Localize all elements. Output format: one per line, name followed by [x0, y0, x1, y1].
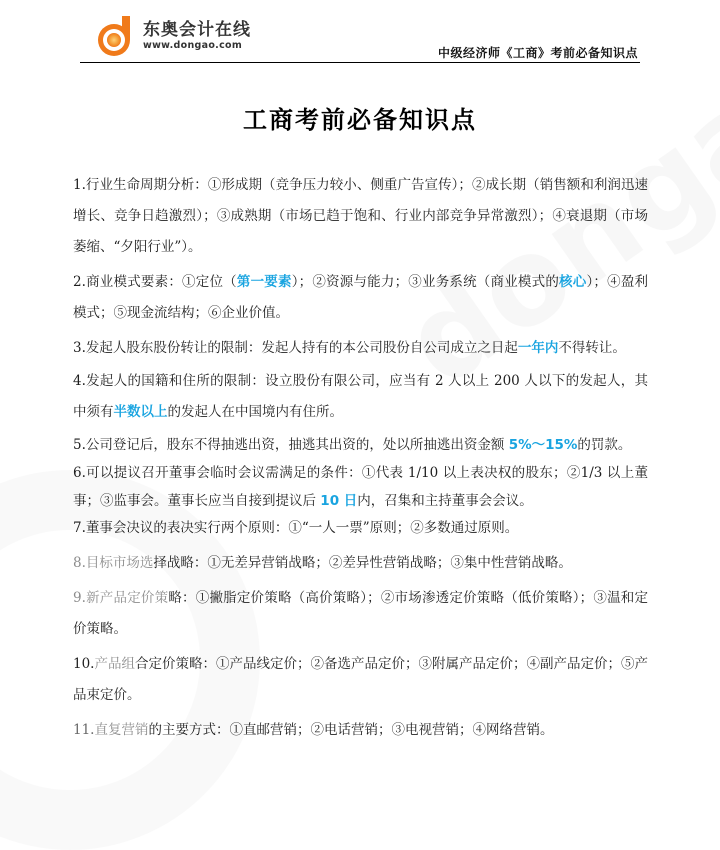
item-number: 6. — [73, 465, 86, 481]
header-divider — [80, 62, 640, 63]
knowledge-item-1 — [73, 170, 648, 263]
document-series-title: 中级经济师《工商》考前必备知识点 — [437, 46, 638, 60]
item-number: 10. — [73, 656, 95, 672]
highlight-keyword: 半数以上 — [113, 404, 168, 420]
knowledge-item-3 — [73, 333, 648, 364]
page-header — [0, 0, 720, 64]
item-text: 略：①撇脂定价策略（高价策略）；②市场渗透定价策略（低价策略）；③温和定价策略。 — [73, 590, 649, 637]
item-number: 7. — [73, 520, 86, 536]
knowledge-item-10 — [73, 649, 648, 711]
page-title: 工商考前必备知识点 — [243, 106, 477, 134]
item-number: 8. — [73, 555, 86, 571]
dongao-logo-icon — [93, 14, 137, 58]
item-number: 9. — [73, 590, 86, 606]
item-text: 合定价策略：①产品线定价；②备选产品定价；③附属产品定价；④副产品定价；⑤产品束定价。 — [73, 656, 649, 703]
knowledge-item-11 — [73, 715, 648, 746]
item-number: 11. — [73, 722, 95, 738]
item-text: 公司登记后，股东不得抽逃出资，抽逃其出资的，处以所抽逃出资金额 — [85, 437, 509, 453]
item-text: 可以提议召开董事会临时会议需满足的条件：①代表 1/10 以上表决权的股东；②1/3 以上董事；③监事会。董事长应当自接到提议后 — [73, 465, 648, 509]
item-text: 董事会决议的表决实行两个原则：①“一人一票”原则；②多数通过原则。 — [85, 520, 519, 536]
item-number: 5. — [73, 437, 86, 453]
item-text: 的发起人在中国境内有住所。 — [167, 404, 343, 420]
highlight-keyword: 10 日 — [320, 493, 358, 509]
item-text: 的罚款。 — [577, 437, 632, 453]
knowledge-item-8 — [73, 548, 648, 579]
item-text: 行业生命周期分析：①形成期（竞争压力较小、侧重广告宣传）；②成长期（销售额和利润迅速增长、竞争日趋激烈）；③成熟期（市场已趋于饱和、行业内部竞争异常激烈）；④衰退期（市场萎缩、“夕阳行业”）。 — [73, 177, 648, 255]
item-text: 择战略：①无差异营销战略；②差异性营销战略；③集中性营销战略。 — [153, 555, 572, 571]
item-text: 发起人股东股份转让的限制：发起人持有的本公司股份自公司成立之日起 — [85, 340, 518, 356]
knowledge-item-9 — [73, 583, 648, 645]
item-text: ）；②资源与能力；③业务系统（商业模式的 — [291, 274, 560, 290]
item-text: ）；④盈利模式；⑤现金流结构；⑥企业价值。 — [73, 274, 649, 321]
item-number: 3. — [73, 340, 86, 356]
highlight-keyword: 核心 — [559, 274, 587, 290]
item-text: 目标市场选 — [85, 555, 154, 571]
item-text: 发起人的国籍和住所的限制：设立股份有限公司，应当有 2 人以上 200 人以下的发起人，其中须有 — [73, 373, 648, 420]
knowledge-item-5 — [73, 432, 648, 459]
brand-logo — [93, 14, 251, 58]
item-text: 产品组 — [94, 656, 135, 672]
knowledge-item-7 — [73, 515, 648, 542]
knowledge-item-4 — [73, 366, 648, 428]
highlight-keyword: 5%～15% — [508, 437, 578, 453]
knowledge-point-list — [73, 170, 648, 746]
item-number: 1. — [73, 177, 86, 193]
item-number: 4. — [73, 373, 86, 389]
item-text: 商业模式要素：①定位（ — [85, 274, 237, 290]
item-text: 不得转让。 — [558, 340, 626, 356]
item-text: 直复营销 — [94, 722, 149, 738]
brand-name: 东奥会计在线 — [143, 20, 251, 40]
highlight-keyword: 第一要素 — [236, 274, 292, 290]
knowledge-item-2 — [73, 267, 648, 329]
item-text: 新产品定价策 — [85, 590, 169, 606]
item-text: 内，召集和主持董事会会议。 — [357, 493, 533, 509]
knowledge-item-6 — [73, 459, 648, 515]
brand-url: www.dongao.com — [143, 40, 243, 51]
item-text: 的主要方式：①直邮营销；②电话营销；③电视营销；④网络营销。 — [148, 722, 554, 738]
highlight-keyword: 一年内 — [517, 340, 559, 356]
item-number: 2. — [73, 274, 86, 290]
